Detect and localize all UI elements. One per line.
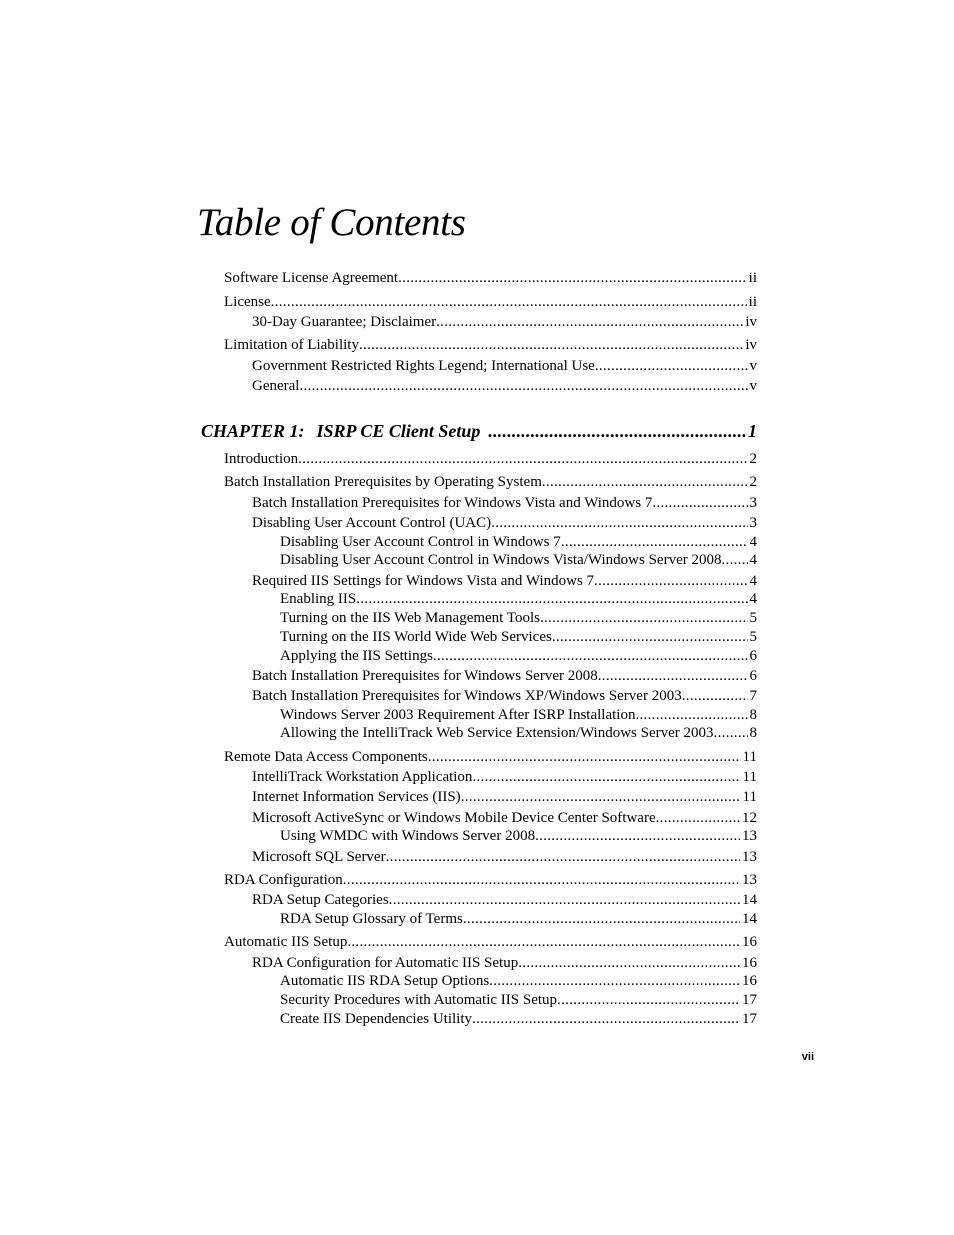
toc-entry[interactable] [252,313,757,332]
toc-entry[interactable] [252,667,757,686]
toc-entry-page: 3 [749,515,757,531]
toc-entry-text: RDA Setup Glossary of Terms [280,911,463,927]
toc-entry[interactable] [280,551,757,570]
dot-leader [428,748,741,767]
dot-leader [489,972,740,991]
toc-entry-page: 5 [749,629,757,645]
chapter-heading[interactable] [201,419,757,443]
dot-leader [682,687,748,706]
dot-leader [463,910,740,929]
dot-leader [721,551,747,570]
toc-entry-text: Enabling IIS [280,591,357,607]
toc-entry-text: RDA Configuration [224,872,343,888]
toc-entry-page: ii [748,294,757,310]
toc-entry-page: 12 [742,810,757,826]
toc-entry-page: 8 [749,707,757,723]
toc-entry-text: Allowing the IntelliTrack Web Service Extension/Windows Server 2003 [280,725,714,741]
dot-leader [598,667,748,686]
dot-leader [389,891,740,910]
toc-entry-page: 2 [749,474,757,490]
toc-entry-text: Batch Installation Prerequisites for Windows Server 2008 [252,668,598,684]
dot-leader [518,954,740,973]
toc-entry-text: Batch Installation Prerequisites for Windows XP/Windows Server 2003 [252,688,682,704]
toc-entry[interactable] [224,871,757,890]
toc-entry[interactable] [280,647,757,666]
toc-entry-page: v [749,378,757,394]
toc-entry-text: Batch Installation Prerequisites by Operating System [224,474,542,490]
dot-leader [491,514,747,533]
dot-leader [343,871,740,890]
dot-leader [488,419,746,443]
dot-leader [594,572,747,591]
toc-entry[interactable] [252,848,757,867]
dot-leader [356,590,747,609]
dot-leader [535,827,740,846]
dot-leader [386,848,740,867]
toc-entry-text: Turning on the IIS Web Management Tools [280,610,540,626]
toc-entry-page: 14 [742,892,757,908]
toc-entry-text: License [224,294,271,310]
dot-leader [552,628,748,647]
page-number: vii [801,1051,814,1063]
toc-entry[interactable] [280,533,757,552]
toc-entry-page: 17 [742,992,757,1008]
toc-entry[interactable] [280,827,757,846]
toc-entry-text: Software License Agreement [224,270,399,286]
toc-entry[interactable] [280,628,757,647]
dot-leader [542,473,748,492]
toc-entry-text: RDA Configuration for Automatic IIS Setup [252,955,519,971]
toc-entry-page: 17 [742,1011,757,1027]
dot-leader [461,788,741,807]
dot-leader [398,269,747,288]
dot-leader [433,647,748,666]
toc-entry[interactable] [224,473,757,492]
toc-entry-page: 11 [742,749,757,765]
toc-entry-text: Automatic IIS RDA Setup Options [280,973,490,989]
toc-entry-page: iv [745,337,757,353]
toc-entry[interactable] [252,954,757,973]
toc-entry-page: 16 [742,955,757,971]
toc-entry-page: 14 [742,911,757,927]
dot-leader [298,450,747,469]
dot-leader [635,706,747,725]
toc-entry[interactable] [252,809,757,828]
toc-entry[interactable] [280,609,757,628]
toc-entry-text: Limitation of Liability [224,337,359,353]
toc-entry-text: Create IIS Dependencies Utility [280,1011,473,1027]
toc-entry[interactable] [224,269,757,288]
toc-entry[interactable] [280,1010,757,1029]
dot-leader [714,724,748,743]
dot-leader [561,533,748,552]
toc-entry-text: Microsoft ActiveSync or Windows Mobile Device Center Software [252,810,656,826]
page-title: Table of Contents [197,201,466,244]
toc-entry-text: Turning on the IIS World Wide Web Services [280,629,552,645]
dot-leader [299,377,747,396]
toc-entry[interactable] [252,788,757,807]
toc-entry-text: Required IIS Settings for Windows Vista and Windows 7 [252,573,595,589]
toc-entry[interactable] [252,494,757,513]
toc-entry-page: ii [748,270,757,286]
toc-entry[interactable] [252,514,757,533]
toc-entry-text: General [252,378,300,394]
toc-entry[interactable] [224,748,757,767]
toc-entry-text: Applying the IIS Settings [280,648,433,664]
dot-leader [271,293,747,312]
toc-entry-page: 13 [742,828,757,844]
toc-entry-page: 4 [749,591,757,607]
dot-leader [472,1010,740,1029]
toc-entry[interactable] [280,706,757,725]
dot-leader [359,336,743,355]
toc-entry[interactable] [224,933,757,952]
toc-entry-page: 6 [749,668,757,684]
toc-entry-text: 30-Day Guarantee; Disclaimer [252,314,437,330]
toc-entry[interactable] [224,450,757,469]
toc-entry[interactable] [280,910,757,929]
toc-entry-text: Remote Data Access Components [224,749,428,765]
chapter-title: ISRP CE Client Setup [316,421,481,441]
dot-leader [557,991,740,1010]
toc-entry-text: Batch Installation Prerequisites for Windows Vista and Windows 7 [252,495,653,511]
dot-leader [595,357,748,376]
toc-entry-page: 8 [749,725,757,741]
toc-entry[interactable] [280,972,757,991]
toc-entry-page: 4 [749,534,757,550]
toc-entry-text: Automatic IIS Setup [224,934,348,950]
toc-entry-page: 7 [749,688,757,704]
toc-entry[interactable] [224,293,757,312]
toc-entry[interactable] [252,768,757,787]
toc-entry-page: 4 [749,573,757,589]
toc-entry[interactable] [252,891,757,910]
dot-leader [656,809,740,828]
toc-entry-text: IntelliTrack Workstation Application [252,769,473,785]
toc-entry-text: Internet Information Services (IIS) [252,789,461,805]
toc-entry-page: 3 [749,495,757,511]
toc-entry[interactable] [280,724,757,743]
toc-entry-page: 11 [742,769,757,785]
toc-entry-page: 13 [742,849,757,865]
toc-entry-page: 16 [742,973,757,989]
toc-entry-text: Disabling User Account Control in Windows 7 [280,534,561,550]
toc-entry-text: Introduction [224,451,299,467]
toc-entry-page: 6 [749,648,757,664]
toc-entry[interactable] [252,357,757,376]
toc-entry[interactable] [252,687,757,706]
toc-entry[interactable] [280,991,757,1010]
toc-entry-page: 2 [749,451,757,467]
chapter-label: CHAPTER 1: [201,421,305,441]
toc-entry[interactable] [224,336,757,355]
toc-entry-text: Using WMDC with Windows Server 2008 [280,828,536,844]
toc-entry[interactable] [280,590,757,609]
toc-entry-page: 5 [749,610,757,626]
toc-entry-text: RDA Setup Categories [252,892,389,908]
dot-leader [472,768,740,787]
dot-leader [540,609,748,628]
toc-entry[interactable] [252,572,757,591]
toc-entry-text: Disabling User Account Control in Windows Vista/Windows Server 2008 [280,552,722,568]
toc-entry-text: Security Procedures with Automatic IIS Setup [280,992,558,1008]
dot-leader [347,933,740,952]
toc-entry-page: 16 [742,934,757,950]
toc-entry-page: 4 [749,552,757,568]
toc-entry-text: Government Restricted Rights Legend; International Use [252,358,595,374]
toc-entry[interactable] [252,377,757,396]
dot-leader [436,313,743,332]
dot-leader [652,494,747,513]
toc-entry-text: Windows Server 2003 Requirement After ISRP Installation [280,707,636,723]
toc-entry-page: 11 [742,789,757,805]
toc-entry-page: 13 [742,872,757,888]
toc-entry-page: iv [745,314,757,330]
toc-entry-page: v [749,358,757,374]
toc-entry-text: Disabling User Account Control (UAC) [252,515,492,531]
chapter-page: 1 [748,421,757,441]
toc-entry-text: Microsoft SQL Server [252,849,386,865]
